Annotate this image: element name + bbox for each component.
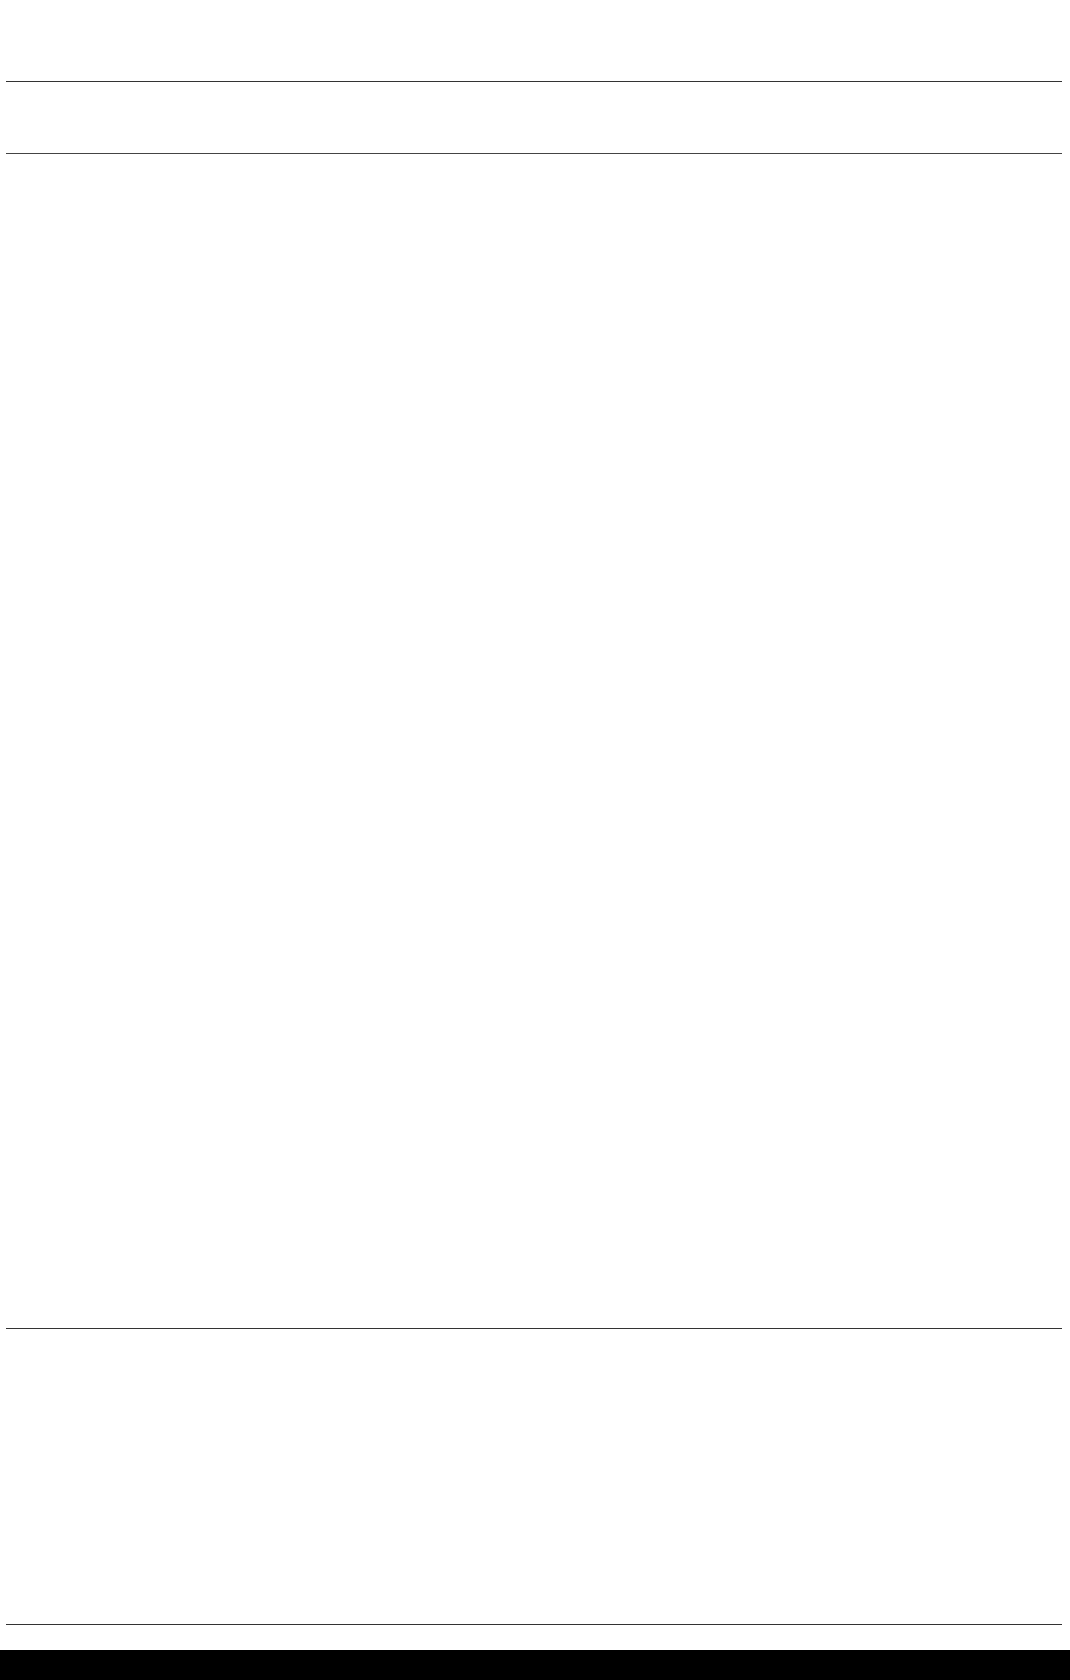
table-header-units (0, 270, 1070, 294)
table-header (0, 246, 1070, 294)
hosted-by-banner (0, 1650, 1070, 1680)
test-info-divider (6, 153, 1062, 154)
table-header-top (0, 246, 1070, 270)
footer-divider (6, 1624, 1062, 1625)
max-row (0, 1329, 1070, 1355)
header-divider (6, 81, 1062, 82)
